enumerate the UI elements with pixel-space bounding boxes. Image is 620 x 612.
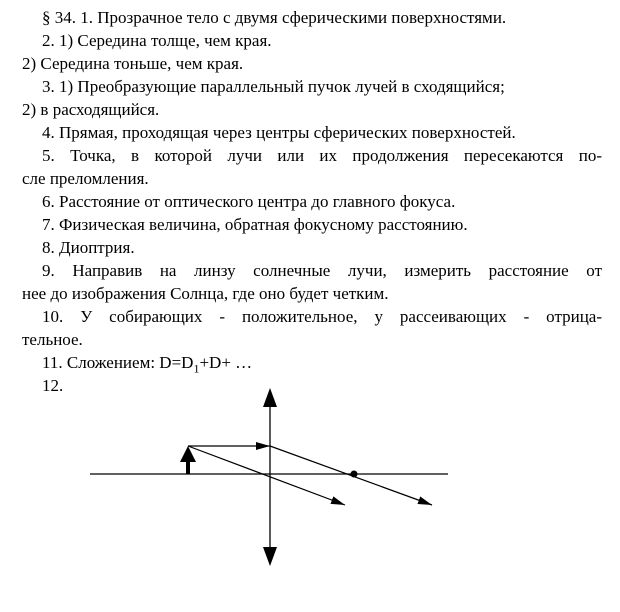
text-line: 12. — [42, 376, 64, 395]
focus-point — [351, 471, 358, 478]
text-line: 7. Физическая величина, обратная фокусному расстоянию. — [42, 215, 468, 234]
text-line: 9. Направив на линзу солнечные лучи, измерить расстояние от — [42, 261, 602, 280]
text-line: 8. Диоптрия. — [42, 238, 135, 257]
text-line: 3. 1) Преобразующие параллельный пучок лучей в сходящийся; — [42, 77, 505, 96]
formula-subscript: 1 — [193, 361, 200, 376]
text-line: тельное. — [22, 330, 83, 349]
lens-top-arrow-icon — [263, 388, 277, 407]
text-line: 6. Расстояние от оптического центра до главного фокуса. — [42, 192, 456, 211]
text-line: сле преломления. — [22, 169, 149, 188]
formula-suffix: +D+ … — [199, 353, 253, 372]
text-line: 4. Прямая, проходящая через центры сферических поверхностей. — [42, 123, 516, 142]
text-line: 5. Точка, в которой лучи или их продолжения пересекаются по- — [42, 146, 602, 165]
text-line: нее до изображения Солнца, где оно будет четким. — [22, 284, 389, 303]
ray-central — [188, 446, 345, 505]
formula-prefix: 11. Сложением: D=D — [42, 353, 194, 372]
lens-bottom-arrow-icon — [263, 547, 277, 566]
text-line: 2) в расходящийся. — [22, 100, 160, 119]
text-line: 10. У собирающих - положительное, у рассеивающих - отрица- — [42, 307, 602, 326]
text-line: 2) Середина тоньше, чем края. — [22, 54, 244, 73]
text-line: 2. 1) Середина толще, чем края. — [42, 31, 272, 50]
text-line: § 34. 1. Прозрачное тело с двумя сферическими поверхностями. — [42, 8, 507, 27]
